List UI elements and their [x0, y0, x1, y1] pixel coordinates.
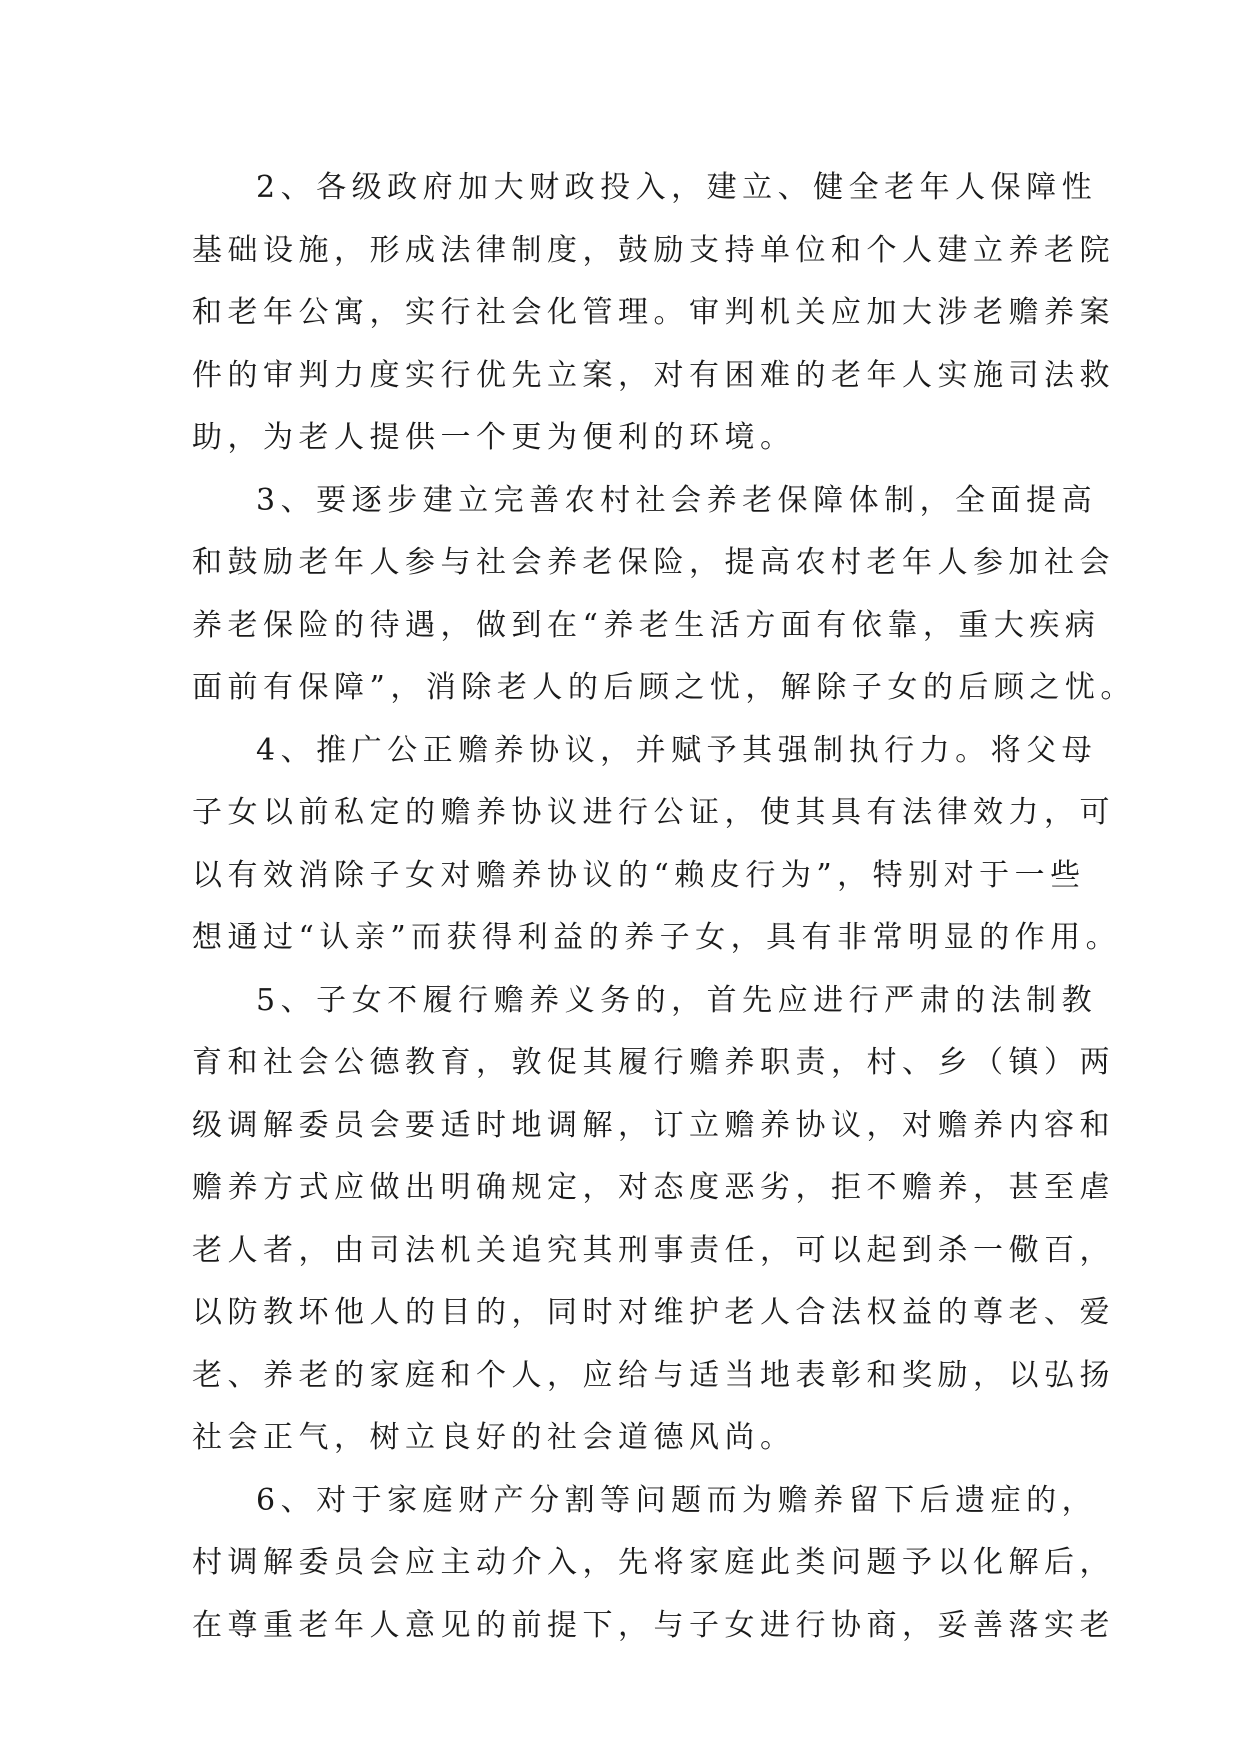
paragraph-line: 件的审判力度实行优先立案，对有困难的老年人实施司法救: [192, 357, 1115, 393]
paragraph-5: [192, 970, 1115, 1470]
paragraph-line: 社会正气，树立良好的社会道德风尚。: [192, 1420, 796, 1455]
paragraph-line: 4、推广公正赡养协议，并赋予其强制执行力。将父母: [256, 732, 1098, 768]
paragraph-line: 和老年公寓，实行社会化管理。审判机关应加大涉老赡养案: [192, 295, 1115, 330]
paragraph-line: 想通过“认亲”而获得利益的养子女，具有非常明显的作用。: [192, 920, 1122, 955]
paragraph-line: 级调解委员会要适时地调解，订立赡养协议，对赡养内容和: [192, 1107, 1115, 1143]
paragraph-line: 6、对于家庭财产分割等问题而为赡养留下后遗症的，: [256, 1482, 1098, 1518]
document-body: [192, 157, 1136, 1657]
paragraph-line: 2、各级政府加大财政投入，建立、健全老年人保障性: [256, 170, 1098, 205]
paragraph-6: [192, 1470, 1115, 1658]
paragraph-line: 老、养老的家庭和个人，应给与适当地表彰和奖励，以弘扬: [192, 1357, 1115, 1393]
paragraph-line: 和鼓励老年人参与社会养老保险，提高农村老年人参加社会: [192, 545, 1115, 580]
paragraph-line: 助，为老人提供一个更为便利的环境。: [192, 420, 796, 455]
paragraph-line: 育和社会公德教育，敦促其履行赡养职责，村、乡（镇）两: [192, 1045, 1115, 1080]
paragraph-line: 3、要逐步建立完善农村社会养老保障体制，全面提高: [256, 482, 1098, 518]
paragraph-line: 村调解委员会应主动介入，先将家庭此类问题予以化解后，: [192, 1545, 1115, 1580]
paragraph-line: 养老保险的待遇，做到在“养老生活方面有依靠，重大疾病: [192, 607, 1101, 643]
paragraph-line: 以有效消除子女对赡养协议的“赖皮行为”，特别对于一些: [192, 857, 1086, 893]
paragraph-line: 以防教坏他人的目的，同时对维护老人合法权益的尊老、爱: [192, 1295, 1115, 1330]
paragraph-line: 在尊重老年人意见的前提下，与子女进行协商，妥善落实老: [192, 1607, 1115, 1643]
paragraph-line: 5、子女不履行赡养义务的，首先应进行严肃的法制教: [256, 982, 1098, 1018]
paragraph-line: 赡养方式应做出明确规定，对态度恶劣，拒不赡养，甚至虐: [192, 1170, 1115, 1205]
paragraph-line: 子女以前私定的赡养协议进行公证，使其具有法律效力，可: [192, 795, 1115, 830]
paragraph-2: [192, 157, 1115, 470]
paragraph-line: 面前有保障”，消除老人的后顾之忧，解除子女的后顾之忧。: [192, 670, 1136, 705]
paragraph-3: [192, 470, 1136, 720]
paragraph-line: 基础设施，形成法律制度，鼓励支持单位和个人建立养老院: [192, 232, 1115, 268]
paragraph-4: [192, 720, 1122, 970]
paragraph-line: 老人者，由司法机关追究其刑事责任，可以起到杀一儆百，: [192, 1232, 1115, 1268]
